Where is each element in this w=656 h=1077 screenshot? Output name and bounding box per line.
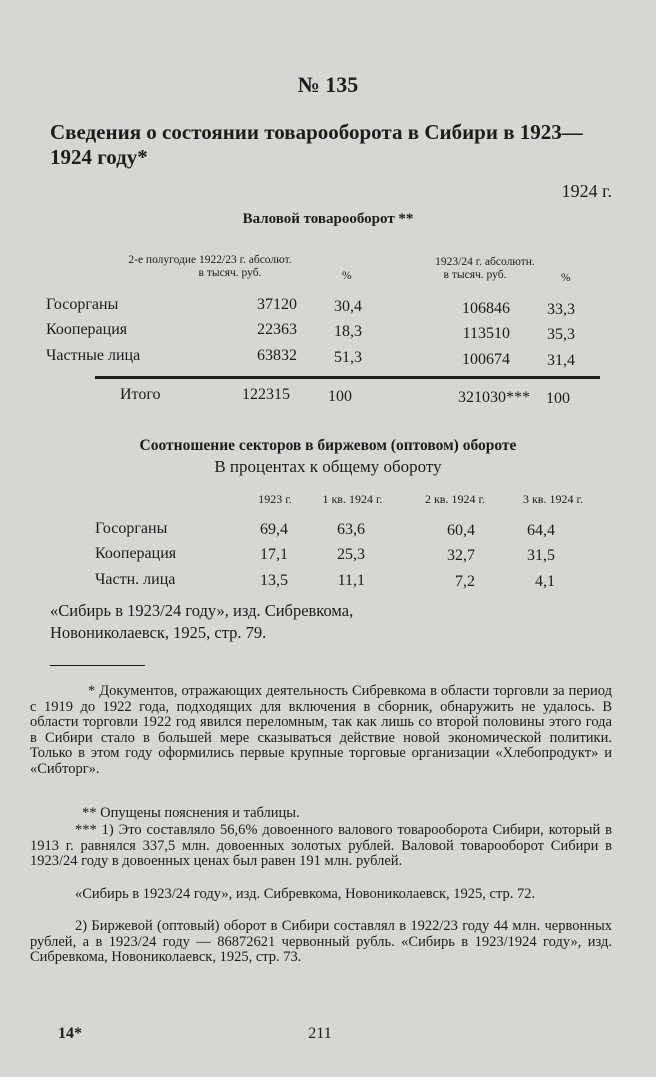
- table2-row-label: Кооперация: [95, 545, 177, 562]
- table1-cell-abs1: 37120: [257, 296, 297, 313]
- table2-cell: 32,7: [447, 547, 475, 564]
- table2-subtitle: В процентах к общему обороту: [214, 457, 442, 476]
- table1-header-pct2: %: [561, 272, 571, 284]
- table2-row-label: Частн. лица: [95, 571, 176, 588]
- table1-row-label: Кооперация: [46, 321, 128, 338]
- table2-cell: 60,4: [447, 522, 475, 539]
- table1-header-period2-label: 1923/24 г. абсолютн.: [435, 256, 535, 268]
- table1-header-period1-unit: в тысяч. руб.: [198, 267, 262, 279]
- table2-cell: 7,2: [455, 573, 475, 590]
- table1-cell-pct1: 51,3: [334, 349, 362, 366]
- table1-row-label: Частные лица: [46, 347, 141, 364]
- table1-row-label: Госорганы: [46, 296, 119, 313]
- year-label: 1924 г.: [561, 181, 612, 201]
- table1-header-period1: [95, 254, 325, 280]
- table1-cell-abs2: 106846: [462, 300, 510, 317]
- footnote-3-source: «Сибирь в 1923/24 году», изд. Сибревкома, Новониколаевск, 1925, стр. 72.: [75, 886, 536, 902]
- table2-cell: 11,1: [337, 572, 365, 589]
- table1-header-period2-unit: в тысяч. руб.: [443, 269, 507, 281]
- table2-cell: 69,4: [260, 521, 288, 538]
- table1-header-period1-label: 2-е полугодие 1922/23 г. абсолют.: [128, 254, 292, 266]
- footnote-4: 2) Биржевой (оптовый) оборот в Сибири составлял в 1922/23 году 44 млн. червонных рублей, а в 1923/24 году — 86872621 червонный рубль. «Сибирь в 1923/1924 году», изд. Сибревкома, Новониколаевск, 1925, стр. 73.: [30, 918, 612, 965]
- table1-total-abs1: 122315: [242, 386, 290, 403]
- table2-cell: 17,1: [260, 546, 288, 563]
- table1-cell-pct1: 18,3: [334, 323, 362, 340]
- table1-header-pct1: %: [342, 270, 352, 282]
- table2-title: Соотношение секторов в биржевом (оптовом) обороте: [139, 437, 517, 454]
- table1-cell-abs1: 22363: [257, 321, 297, 338]
- footnote-3: *** 1) Это составляло 56,6% довоенного валового товарооборота Сибири, который в 1913 г. равнялся 337,5 млн. довоенных золотых рублей. Валовой товарооборот Сибири в 1923/24 году в довоенных ценах был равен 191 млн. рублей.: [30, 822, 612, 869]
- table2-cell: 13,5: [260, 572, 288, 589]
- table2-col-header: 3 кв. 1924 г.: [522, 492, 584, 506]
- table2-cell: 63,6: [337, 521, 365, 538]
- document-title: Сведения о состоянии товарооборота в Сибири в 1923—1924 году*: [50, 120, 583, 169]
- table1-total-abs2: 321030***: [458, 389, 530, 406]
- table1-total-pct2: 100: [546, 390, 570, 407]
- table1-cell-abs2: 113510: [462, 325, 510, 342]
- table1-cell-abs2: 100674: [462, 351, 510, 368]
- footnote-2: ** Опущены пояснения и таблицы.: [82, 805, 300, 821]
- table1-total-label: Итого: [120, 386, 161, 403]
- table2-cell: 64,4: [527, 522, 555, 539]
- source-citation: «Сибирь в 1923/24 году», изд. Сибревкома, Новониколаевск, 1925, стр. 79.: [50, 601, 354, 642]
- footnote-1: * Документов, отражающих деятельность Сибревкома в области торговли за период с 1919 до 1922 года, подходящих для включения в сборник, обнаружить не удалось. В области торговли 1922 год явился переломным, так как лишь со второй половины этого года в Сибири стало в большей мере сказываться действие новой экономической политики. Только в этом году оформились первые крупные торговые организации «Хлебопродукт» и «Сибторг».: [30, 683, 612, 777]
- table2-cell: 4,1: [535, 573, 555, 590]
- table2-col-header: 2 кв. 1924 г.: [424, 492, 486, 506]
- table1-total-pct1: 100: [328, 388, 352, 405]
- table1-cell-abs1: 63832: [257, 347, 297, 364]
- table1-cell-pct1: 30,4: [334, 298, 362, 315]
- table2-row-label: Госорганы: [95, 520, 168, 537]
- table2-col-header: 1 кв. 1924 г.: [322, 492, 383, 506]
- table1-cell-pct2: 31,4: [547, 352, 575, 369]
- table1-cell-pct2: 33,3: [547, 301, 575, 318]
- table2-col-header: 1923 г.: [258, 492, 292, 506]
- table1-title: Валовой товарооборот **: [242, 211, 414, 227]
- document-number: № 135: [297, 72, 359, 97]
- signature-mark: 14*: [58, 1025, 82, 1042]
- table1-total-rule: [95, 376, 600, 379]
- table1-cell-pct2: 35,3: [547, 326, 575, 343]
- footnote-separator: [50, 665, 145, 666]
- table2-cell: 31,5: [527, 547, 555, 564]
- page-number: 211: [308, 1025, 332, 1042]
- table2-cell: 25,3: [337, 546, 365, 563]
- table1-header-period2: [410, 256, 560, 282]
